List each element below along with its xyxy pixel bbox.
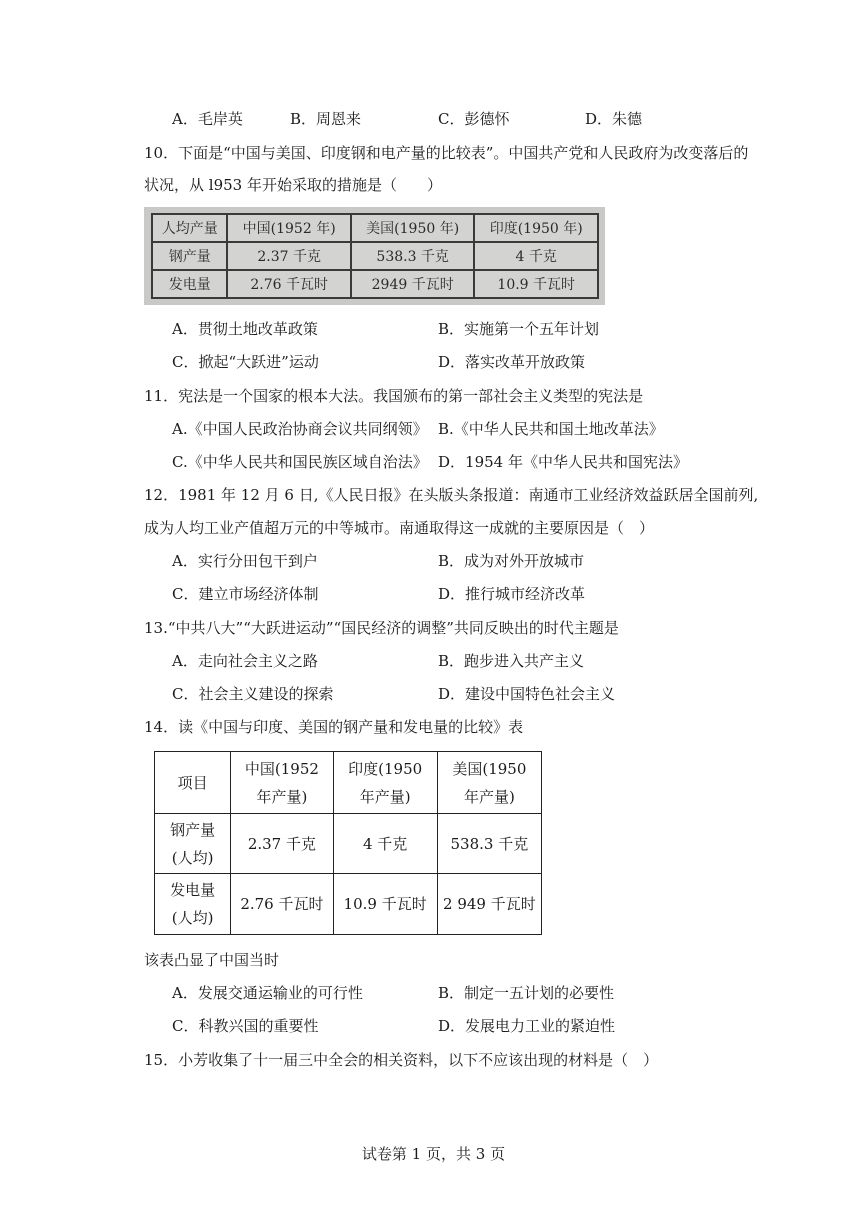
q14-table-cell: 2.76 千瓦时 <box>231 874 333 935</box>
q14-table-header: 印度(1950 年产量) <box>333 752 437 814</box>
q14-option-c: C．科教兴国的重要性 <box>172 1017 319 1035</box>
q13-option-c: C．社会主义建设的探索 <box>172 685 334 703</box>
q10-table-header: 人均产量 <box>152 214 227 242</box>
q11-option-d: D．1954 年《中华人民共和国宪法》 <box>438 453 688 471</box>
q10-table-header: 印度(1950 年) <box>474 214 598 242</box>
page-footer: 试卷第 1 页，共 3 页 <box>361 1145 506 1163</box>
q10-table-cell: 4 千克 <box>474 242 598 270</box>
q13-option-b: B．跑步进入共产主义 <box>438 652 585 670</box>
q10-table-cell: 钢产量 <box>152 242 227 270</box>
q12-option-d: D．推行城市经济改革 <box>438 585 586 603</box>
q14-table-header: 美国(1950 年产量) <box>437 752 541 814</box>
q10-table-header: 美国(1950 年) <box>351 214 475 242</box>
q10-table-header: 中国(1952 年) <box>227 214 351 242</box>
q14-option-a: A．发展交通运输业的可行性 <box>172 984 363 1002</box>
q14-table-row-label: 钢产量 (人均) <box>155 814 231 874</box>
q10-option-d: D．落实改革开放政策 <box>438 353 586 371</box>
q14-table-cell: 10.9 千瓦时 <box>333 874 437 935</box>
q14-table-cell: 2 949 千瓦时 <box>437 874 541 935</box>
q14-table-header: 中国(1952 年产量) <box>231 752 333 814</box>
q14-option-b: B．制定一五计划的必要性 <box>438 984 615 1002</box>
q12-option-c: C．建立市场经济体制 <box>172 585 319 603</box>
q10-table-cell: 2.76 千瓦时 <box>227 270 351 298</box>
q9-option-d: D．朱德 <box>585 110 643 128</box>
q10-table-cell: 2949 千瓦时 <box>351 270 475 298</box>
q12-option-a: A．实行分田包干到户 <box>172 552 318 570</box>
q14-table-cell: 4 千克 <box>333 814 437 874</box>
q14-stem: 14．读《中国与印度、美国的钢产量和发电量的比较》表 <box>144 718 524 736</box>
q10-table-cell: 发电量 <box>152 270 227 298</box>
q9-option-a: A．毛岸英 <box>172 110 243 128</box>
q11-option-c: C.《中华人民共和国民族区域自治法》 <box>172 453 428 471</box>
q10-table-cell: 2.37 千克 <box>227 242 351 270</box>
q10-table-cell: 10.9 千瓦时 <box>474 270 598 298</box>
q13-option-d: D．建设中国特色社会主义 <box>438 685 616 703</box>
q13-stem: 13.“中共八大”“大跃进运动”“国民经济的调整”共同反映出的时代主题是 <box>144 619 619 637</box>
q10-stem-line1: 10．下面是“中国与美国、印度钢和电产量的比较表”。中国共产党和人民政府为改变落后的 <box>144 144 749 162</box>
q10-option-a: A．贯彻土地改革政策 <box>172 320 318 338</box>
q14-after-text: 该表凸显了中国当时 <box>144 951 280 969</box>
q12-option-b: B．成为对外开放城市 <box>438 552 585 570</box>
q12-stem-line1: 12．1981 年 12 月 6 日,《人民日报》在头版头条报道：南通市工业经济效益跃居全国前列, <box>144 486 759 504</box>
q11-option-a: A.《中国人民政治协商会议共同纲领》 <box>172 420 428 438</box>
q9-option-b: B．周恩来 <box>290 110 362 128</box>
q10-option-c: C．掀起“大跃进”运动 <box>172 353 319 371</box>
q14-table-header: 项目 <box>155 752 231 814</box>
q10-table <box>151 213 599 299</box>
q11-option-b: B.《中华人民共和国土地改革法》 <box>438 420 664 438</box>
q10-option-b: B．实施第一个五年计划 <box>438 320 600 338</box>
q10-stem-line2: 状况，从 l953 年开始采取的措施是（ ） <box>144 176 442 194</box>
q10-table-cell: 538.3 千克 <box>351 242 475 270</box>
q14-table-cell: 538.3 千克 <box>437 814 541 874</box>
q14-table-row-label: 发电量 (人均) <box>155 874 231 935</box>
q9-option-c: C．彭德怀 <box>438 110 510 128</box>
q10-photo-table <box>144 207 605 305</box>
q14-option-d: D．发展电力工业的紧迫性 <box>438 1017 616 1035</box>
q15-stem: 15．小芳收集了十一届三中全会的相关资料，以下不应该出现的材料是（ ） <box>144 1051 659 1069</box>
q14-table-cell: 2.37 千克 <box>231 814 333 874</box>
q11-stem: 11．宪法是一个国家的根本大法。我国颁布的第一部社会主义类型的宪法是 <box>144 387 644 405</box>
q12-stem-line2: 成为人均工业产值超万元的中等城市。南通取得这一成就的主要原因是（ ） <box>144 519 655 537</box>
q13-option-a: A．走向社会主义之路 <box>172 652 318 670</box>
q14-table <box>154 751 542 935</box>
